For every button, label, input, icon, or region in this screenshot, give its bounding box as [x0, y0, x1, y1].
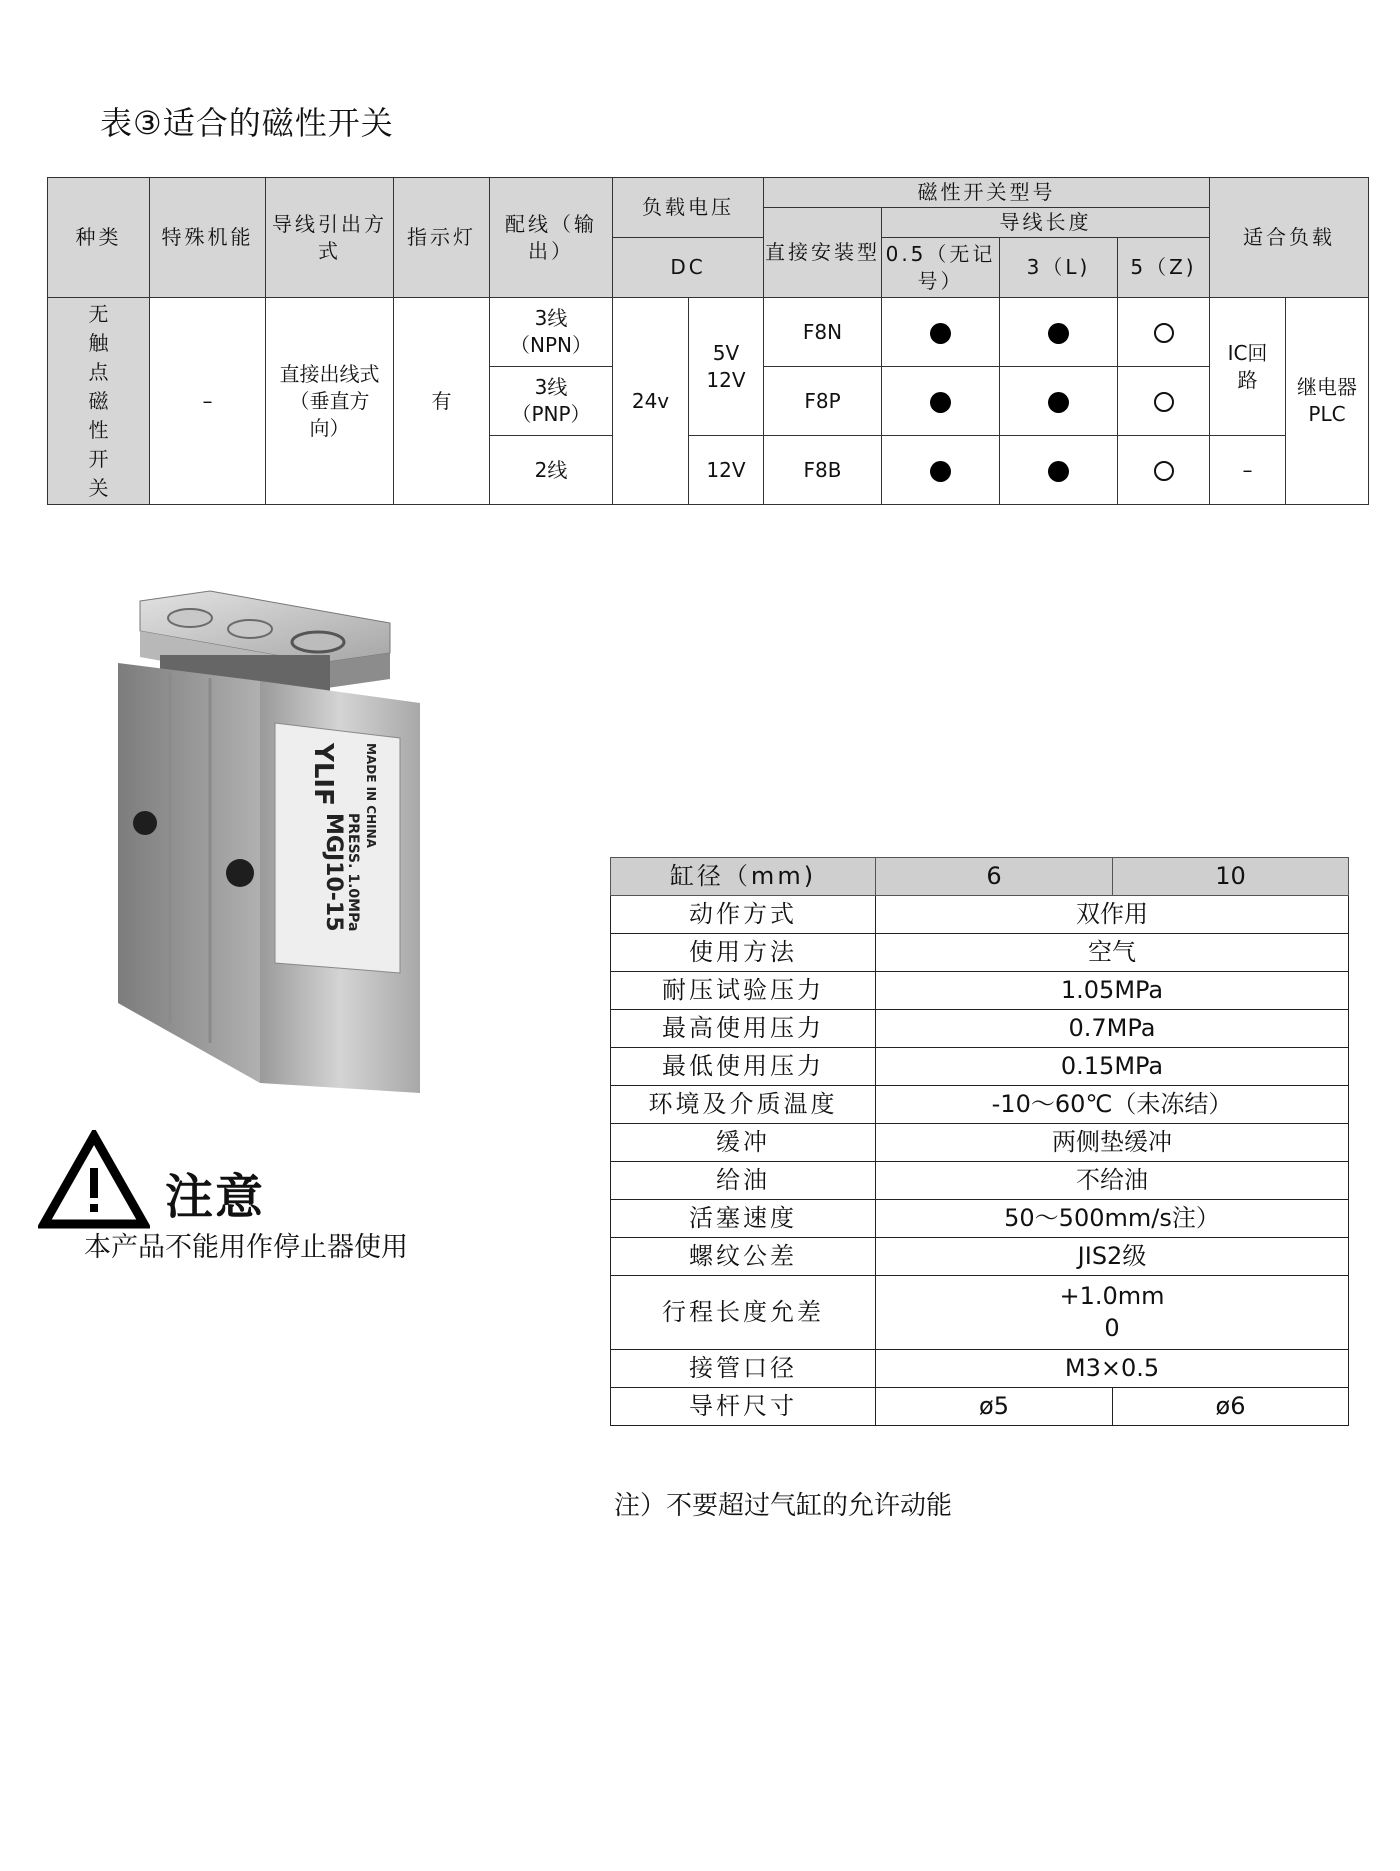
header-length-0-5: 0.5（无记号）: [882, 238, 1000, 298]
spec-label: 给油: [611, 1162, 876, 1200]
kind-char: 点: [88, 359, 109, 384]
spec-row: [611, 1238, 1349, 1276]
header-length-3: 3（L): [1000, 238, 1118, 298]
cylinder-product-image: [100, 583, 430, 1103]
header-wire-length: 导线长度: [882, 208, 1210, 238]
spec-value: 0.7MPa: [876, 1010, 1349, 1048]
tolerance-minus: 0: [1104, 1313, 1120, 1342]
open-circle-icon: [1154, 323, 1174, 343]
spec-row: [611, 1162, 1349, 1200]
indicator-cell: 有: [394, 298, 490, 505]
header-special: 特殊机能: [150, 178, 266, 298]
spec-label: 最低使用压力: [611, 1048, 876, 1086]
relay-plc-cell: 继电器PLC: [1286, 298, 1369, 505]
label-made-in-text: MADE IN CHINA: [364, 743, 378, 848]
label-model-text: MGJ10-15: [321, 813, 346, 932]
spec-bore-10: 10: [1113, 858, 1349, 896]
spec-bore-6: 6: [876, 858, 1113, 896]
spec-row: [611, 1388, 1349, 1426]
header-load-voltage: 负载电压: [613, 178, 764, 238]
length-0-5-mark: [882, 367, 1000, 436]
brand-logo-text: YLIF: [308, 743, 338, 806]
spec-value: 0.15MPa: [876, 1048, 1349, 1086]
spec-value: 空气: [876, 934, 1349, 972]
label-press-text: PRESS. 1.0MPa: [345, 813, 361, 932]
spec-value: 不给油: [876, 1162, 1349, 1200]
header-switch-model: 磁性开关型号: [764, 178, 1210, 208]
header-wiring: 配线（输出）: [490, 178, 613, 298]
kind-char: 性: [88, 417, 109, 442]
special-cell: –: [150, 298, 266, 505]
lead-cell: 直接出线式（垂直方向）: [266, 298, 394, 505]
model-cell: F8P: [764, 367, 882, 436]
header-indicator: 指示灯: [394, 178, 490, 298]
model-cell: F8B: [764, 436, 882, 505]
spec-guide-6: ø5: [876, 1388, 1113, 1426]
spec-value: 1.05MPa: [876, 972, 1349, 1010]
spec-row: [611, 1276, 1349, 1350]
spec-label: 缸径（mm): [611, 858, 876, 896]
open-circle-icon: [1154, 461, 1174, 481]
kind-vertical-text: [89, 300, 109, 503]
wiring-cell: 3线（NPN）: [490, 298, 613, 367]
spec-guide-10: ø6: [1113, 1388, 1349, 1426]
spec-row: [611, 1200, 1349, 1238]
length-5-mark: [1118, 298, 1210, 367]
kind-cell: [48, 298, 150, 505]
filled-circle-icon: [1048, 323, 1069, 344]
tolerance-plus: +1.0mm: [1059, 1282, 1165, 1311]
length-3-mark: [1000, 367, 1118, 436]
header-kind: 种类: [48, 178, 150, 298]
kind-char: 关: [88, 475, 109, 500]
header-dc: DC: [613, 238, 764, 298]
length-3-mark: [1000, 436, 1118, 505]
spec-row: [611, 1086, 1349, 1124]
spec-label: 行程长度允差: [611, 1276, 876, 1350]
spec-label: 耐压试验压力: [611, 972, 876, 1010]
filled-circle-icon: [930, 323, 951, 344]
voltage-dc-cell: 12V: [689, 436, 764, 505]
filled-circle-icon: [930, 461, 951, 482]
spec-row: [611, 1010, 1349, 1048]
model-cell: F8N: [764, 298, 882, 367]
spec-value: M3×0.5: [876, 1350, 1349, 1388]
kind-char: 无: [88, 301, 109, 326]
spec-label: 动作方式: [611, 896, 876, 934]
kind-char: 触: [88, 330, 109, 355]
spec-label: 缓冲: [611, 1124, 876, 1162]
warning-text: 本产品不能用作停止器使用: [84, 1232, 408, 1263]
warning-title: 注意: [165, 1169, 266, 1225]
filled-circle-icon: [1048, 392, 1069, 413]
spec-row: [611, 934, 1349, 972]
voltage-24v-cell: 24v: [613, 298, 689, 505]
spec-value: 两侧垫缓冲: [876, 1124, 1349, 1162]
spec-header-row: [611, 858, 1349, 896]
spec-value: [876, 1276, 1349, 1350]
spec-label: 螺纹公差: [611, 1238, 876, 1276]
spec-label: 导杆尺寸: [611, 1388, 876, 1426]
wiring-cell: 2线: [490, 436, 613, 505]
page-title: 表③适合的磁性开关: [100, 104, 394, 142]
length-5-mark: [1118, 436, 1210, 505]
spec-row: [611, 1124, 1349, 1162]
spec-label: 使用方法: [611, 934, 876, 972]
header-direct-mount: 直接安装型: [764, 208, 882, 298]
header-lead: 导线引出方式: [266, 178, 394, 298]
filled-circle-icon: [930, 392, 951, 413]
specification-table: [610, 857, 1349, 1426]
open-circle-icon: [1154, 392, 1174, 412]
spec-row: [611, 1350, 1349, 1388]
spec-label: 环境及介质温度: [611, 1086, 876, 1124]
spec-value: 双作用: [876, 896, 1349, 934]
spec-row: [611, 972, 1349, 1010]
spec-row: [611, 1048, 1349, 1086]
spec-value: -10～60℃（未冻结）: [876, 1086, 1349, 1124]
spec-label: 活塞速度: [611, 1200, 876, 1238]
spec-value: JIS2级: [876, 1238, 1349, 1276]
wiring-cell: 3线（PNP）: [490, 367, 613, 436]
ic-circuit-cell: IC回路: [1210, 298, 1286, 436]
spec-value: 50～500mm/s注）: [876, 1200, 1349, 1238]
length-0-5-mark: [882, 298, 1000, 367]
magnetic-switch-table: [47, 177, 1369, 505]
kind-char: 开: [88, 446, 109, 471]
length-0-5-mark: [882, 436, 1000, 505]
warning-triangle-icon: [38, 1130, 150, 1230]
voltage-dc-cell: 5V 12V: [689, 298, 764, 436]
length-5-mark: [1118, 367, 1210, 436]
kind-char: 磁: [88, 388, 109, 413]
spec-label: 接管口径: [611, 1350, 876, 1388]
ic-circuit-cell: –: [1210, 436, 1286, 505]
spec-label: 最高使用压力: [611, 1010, 876, 1048]
length-3-mark: [1000, 298, 1118, 367]
filled-circle-icon: [1048, 461, 1069, 482]
header-length-5: 5（Z): [1118, 238, 1210, 298]
header-suitable-load: 适合负载: [1210, 178, 1369, 298]
footnote: 注）不要超过气缸的允许动能: [614, 1491, 953, 1521]
spec-row: [611, 896, 1349, 934]
